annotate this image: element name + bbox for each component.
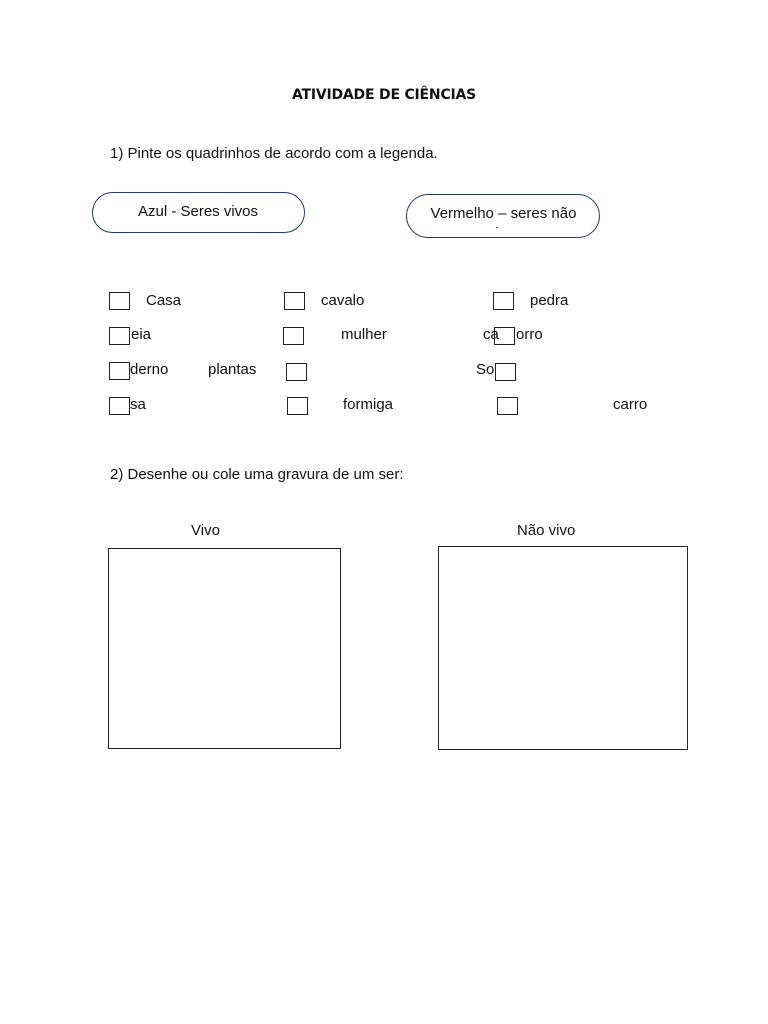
checkbox-casa[interactable] xyxy=(109,292,130,310)
legend-blue-pill xyxy=(92,192,305,233)
checkbox-carro[interactable] xyxy=(497,397,518,415)
checkbox-plantas[interactable] xyxy=(286,363,307,381)
legend-blue-label: Azul - Seres vivos xyxy=(137,203,259,220)
nao-vivo-drawing-box[interactable] xyxy=(438,546,688,750)
word-so: So xyxy=(476,361,495,378)
word-pedra: pedra xyxy=(530,292,569,309)
checkbox-caderno[interactable] xyxy=(109,362,130,380)
word-ca: ca xyxy=(483,326,499,343)
legend-red-label: Vermelho – seres não xyxy=(430,205,577,222)
word-cavalo: cavalo xyxy=(321,292,365,309)
word-orro: orro xyxy=(516,326,543,343)
word-sa: sa xyxy=(130,396,146,413)
nao-vivo-label: Não vivo xyxy=(517,522,576,539)
question-1-text: 1) Pinte os quadrinhos de acordo com a legenda. xyxy=(110,145,438,162)
checkbox-formiga[interactable] xyxy=(287,397,308,415)
word-formiga: formiga xyxy=(343,396,394,413)
vivo-label: Vivo xyxy=(191,522,220,539)
checkbox-cavalo[interactable] xyxy=(284,292,305,310)
word-eia: eia xyxy=(131,326,152,343)
word-plantas: plantas xyxy=(208,361,257,378)
vivo-drawing-box[interactable] xyxy=(108,548,341,749)
question-2-text: 2) Desenhe ou cole uma gravura de um ser: xyxy=(110,466,404,483)
checkbox-pedra[interactable] xyxy=(493,292,514,310)
page-title: ATIVIDADE DE CIÊNCIAS xyxy=(291,87,477,103)
word-mulher: mulher xyxy=(341,326,387,343)
word-casa: Casa xyxy=(146,292,182,309)
pill-speck xyxy=(496,227,498,228)
word-carro: carro xyxy=(613,396,648,413)
checkbox-sa[interactable] xyxy=(109,397,130,415)
checkbox-sol[interactable] xyxy=(495,363,516,381)
legend-red-pill xyxy=(406,194,600,238)
checkbox-mulher[interactable] xyxy=(283,327,304,345)
checkbox-eia[interactable] xyxy=(109,327,130,345)
checkbox-cachorro[interactable] xyxy=(494,327,515,345)
word-derno: derno xyxy=(130,361,169,378)
